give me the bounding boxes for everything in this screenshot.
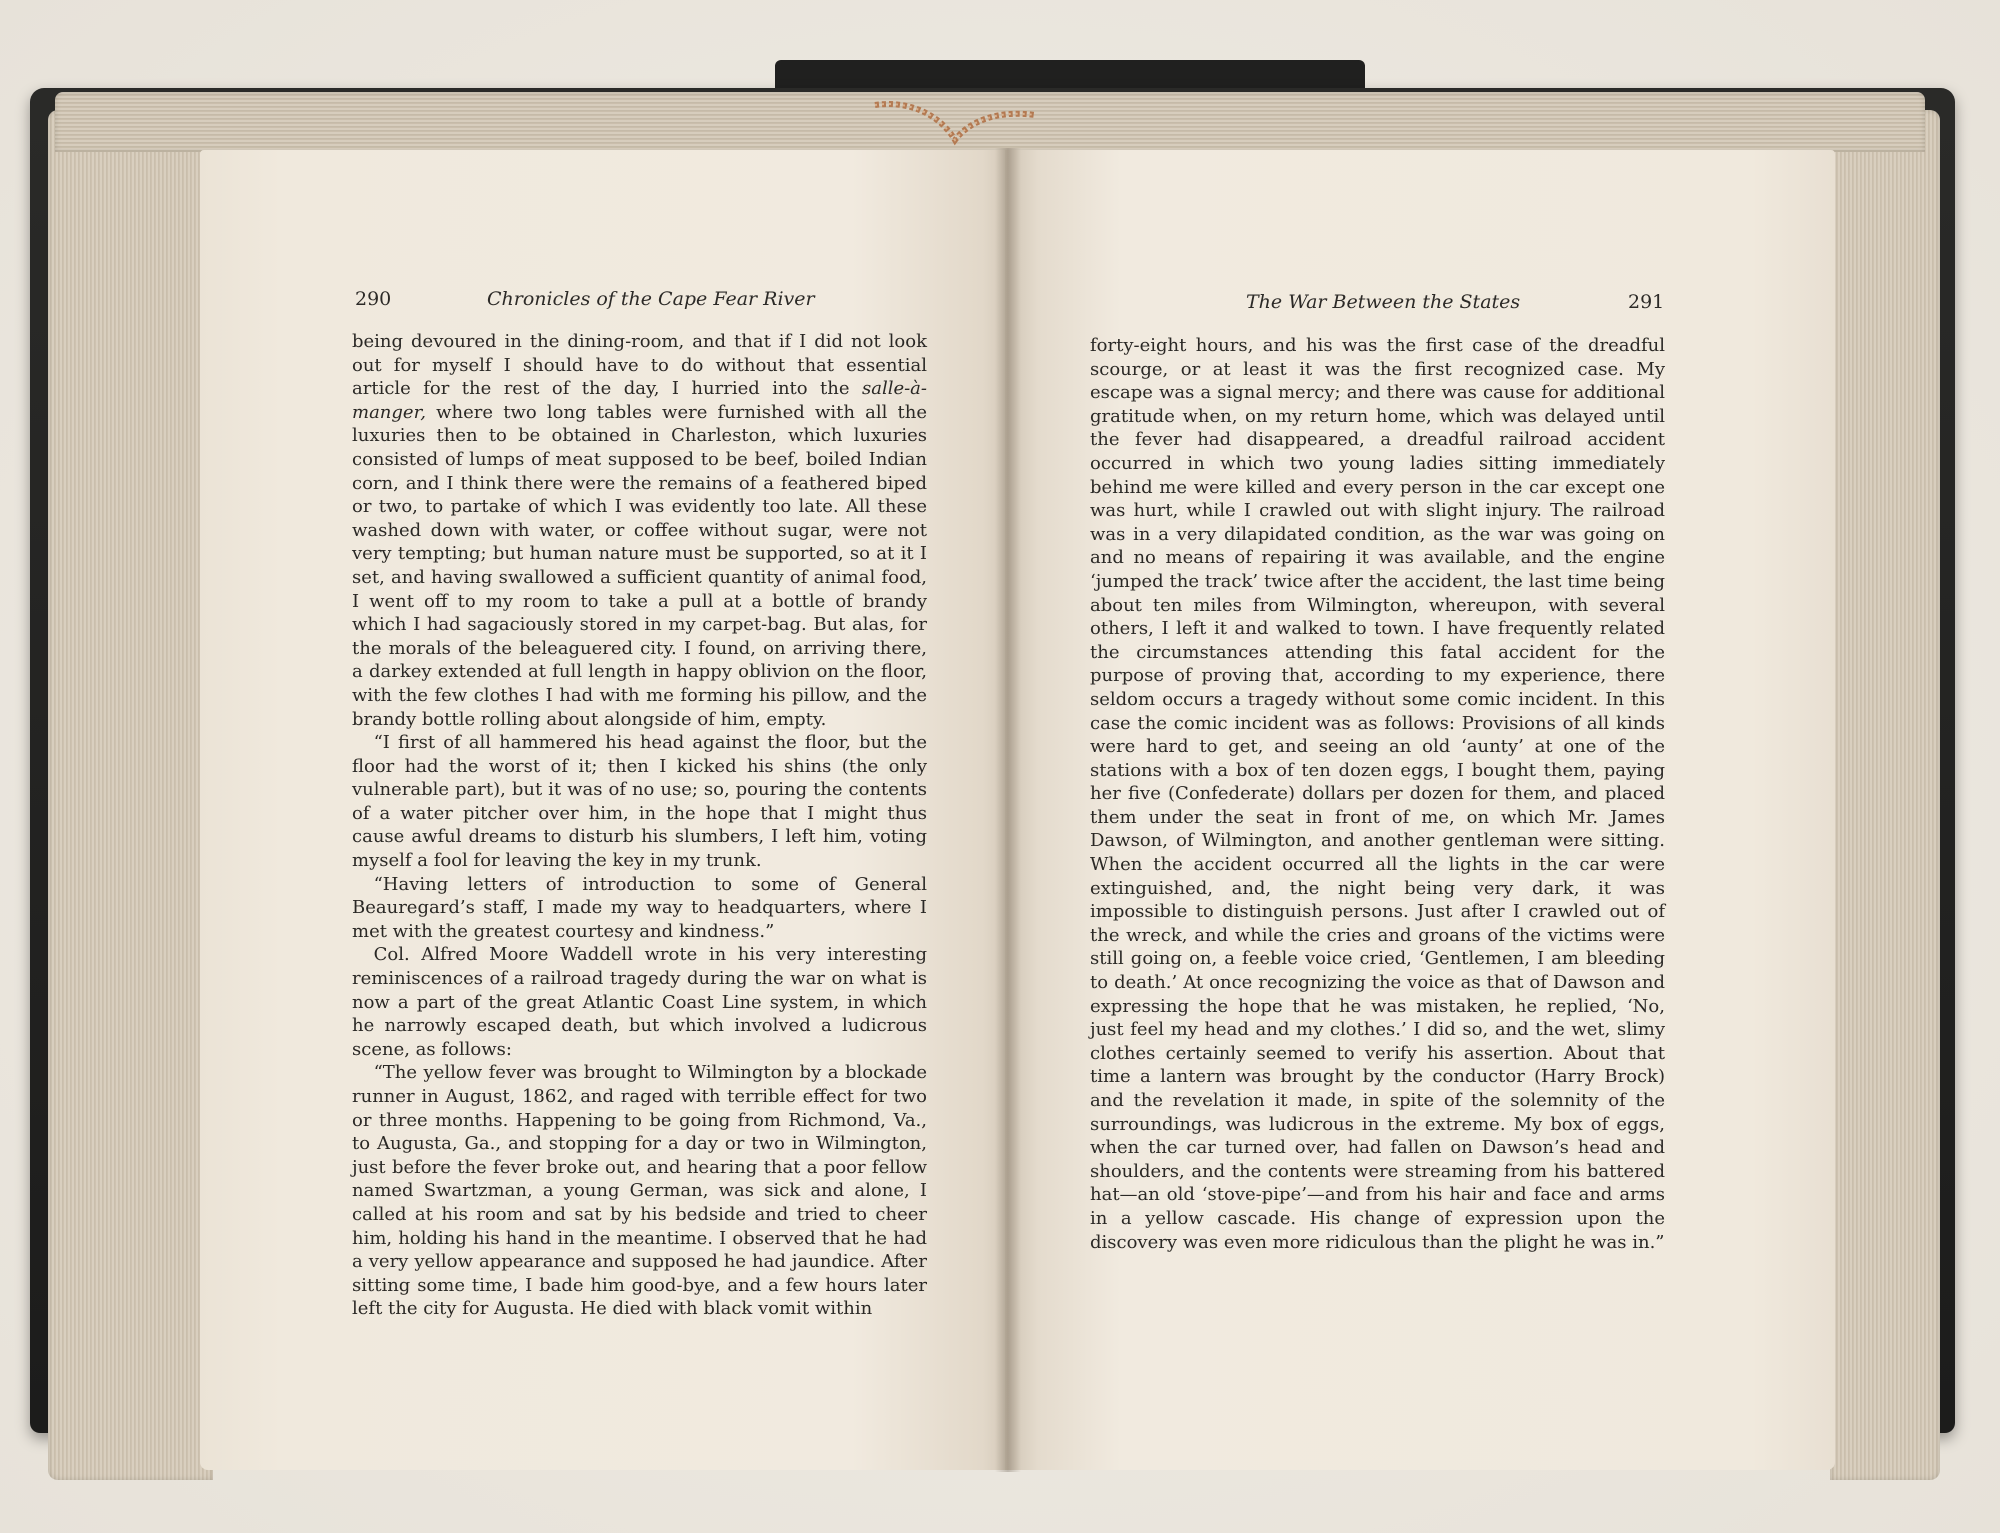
ribbon-bookmark-icon <box>870 95 1040 155</box>
book-gutter <box>995 148 1021 1472</box>
right-page-edges <box>1830 110 1940 1480</box>
running-title-text: The War Between the States <box>1246 291 1521 313</box>
paragraph: being devoured in the dining-room, and that if I did not look out for myself I should have to do without that essential article for the rest of the day, I hurried into the salle-à-manger, where two long tables were furnished with all the luxuries then to be obtained in Charleston, which luxuries consisted of lumps of meat supposed to be beef, boiled Indian corn, and I think there were the remains of a feathered biped or two, to partake of which I was evidently too late. All these washed down with water, or coffee without sugar, were not very tempting; but human nature must be supported, so at it I set, and having swallowed a sufficient quantity of animal food, I went off to my room to take a pull at a bottle of brandy which I had sagaciously stored in my carpet-bag. But alas, for the morals of the beleaguered city. I found, on arriving there, a darkey extended at full length in happy oblivion on the floor, with the few clothes I had with me forming his pillow, and the brandy bottle rolling about alongside of him, empty. <box>352 331 927 730</box>
running-title-text: Chronicles of the Cape Fear River <box>487 288 815 310</box>
paragraph: “The yellow fever was brought to Wilmington by a blockade runner in August, 1862, and raged with terrible effect for two or three months. Happening to be going from Richmond, Va., to Augusta, Ga., and stopping for a day or two in Wilmington, just before the fever broke out, and hearing that a poor fellow named Swartzman, a young German, was sick and alone, I called at his room and sat by his bedside and tried to cheer him, holding his hand in the meantime. I observed that he had a very yellow appearance and supposed he had jaundice. After sitting some time, I bade him good-bye, and a few hours later left the city for Augusta. He died with black vomit within <box>352 1062 927 1320</box>
paragraph: Col. Alfred Moore Waddell wrote in his very interesting reminiscences of a railroad tragedy during the war on what is now a part of the great Atlantic Coast Line system, in which he narrowly escaped death, but which involved a ludicrous scene, as follows: <box>352 944 927 1060</box>
right-page-text <box>1090 334 1665 1254</box>
page-number-left: 290 <box>355 288 392 310</box>
left-page-text <box>352 330 927 1321</box>
page-number-right: 291 <box>1628 291 1665 313</box>
running-title-right <box>1246 291 1520 313</box>
paragraph: “Having letters of introduction to some of General Beauregard’s staff, I made my way to headquarters, where I met with the greatest courtesy and kindness.” <box>352 873 927 942</box>
paragraph: “I first of all hammered his head against the floor, but the floor had the worst of it; then I kicked his shins (the only vulnerable part), but it was of no use; so, pouring the contents of a water pitcher over him, in the hope that I might thus cause awful dreams to disturb his slumbers, I left him, voting myself a fool for leaving the key in my trunk. <box>352 732 927 872</box>
italic-phrase: salle-à-manger, <box>352 378 927 423</box>
left-page-edges <box>48 110 213 1480</box>
running-title-left <box>487 288 815 310</box>
paragraph: forty-eight hours, and his was the first case of the dreadful scourge, or at least it was the first recognized case. My escape was a signal mercy; and there was cause for additional gratitude when, on my return home, which was delayed until the fever had disappeared, a dreadful railroad accident occurred in which two young ladies sitting immediately behind me were killed and every person in the car except one was hurt, while I crawled out with slight injury. The railroad was in a very dilapidated condition, as the war was going on and no means of repairing it was available, and the engine ‘jumped the track’ twice after the accident, the last time being about ten miles from Wilmington, whereupon, with several others, I left it and walked to town. I have frequently related the circumstances attending this fatal accident for the purpose of proving that, according to my experience, there seldom occurs a tragedy without some comic incident. In this case the comic incident was as follows: Provisions of all kinds were hard to get, and seeing an old ‘aunty’ at one of the stations with a box of ten dozen eggs, I bought them, paying her five (Confederate) dollars per dozen for them, and placed them under the seat in front of me, on which Mr. James Dawson, of Wilmington, and another gentleman were sitting. When the accident occurred all the lights in the car were extinguished, and, the night being very dark, it was impossible to distinguish persons. Just after I crawled out of the wreck, and while the cries and groans of the victims were still going on, a feeble voice cried, ‘Gentlemen, I am bleeding to death.’ At once recognizing the voice as that of Dawson and expressing the hope that he was mistaken, he replied, ‘No, just feel my head and my clothes.’ I did so, and the wet, slimy clothes certainly seemed to verify his assertion. About that time a lantern was brought by the conductor (Harry Brock) and the revelation it made, in spite of the solemnity of the surroundings, was ludicrous in the extreme. My box of eggs, when the car turned over, had fallen on Dawson’s head and shoulders, and the contents were streaming from his battered hat—an old ‘stove-pipe’—and from his hair and face and arms in a yellow cascade. His change of expression upon the discovery was even more ridiculous than the plight he was in.” <box>1090 335 1665 1253</box>
